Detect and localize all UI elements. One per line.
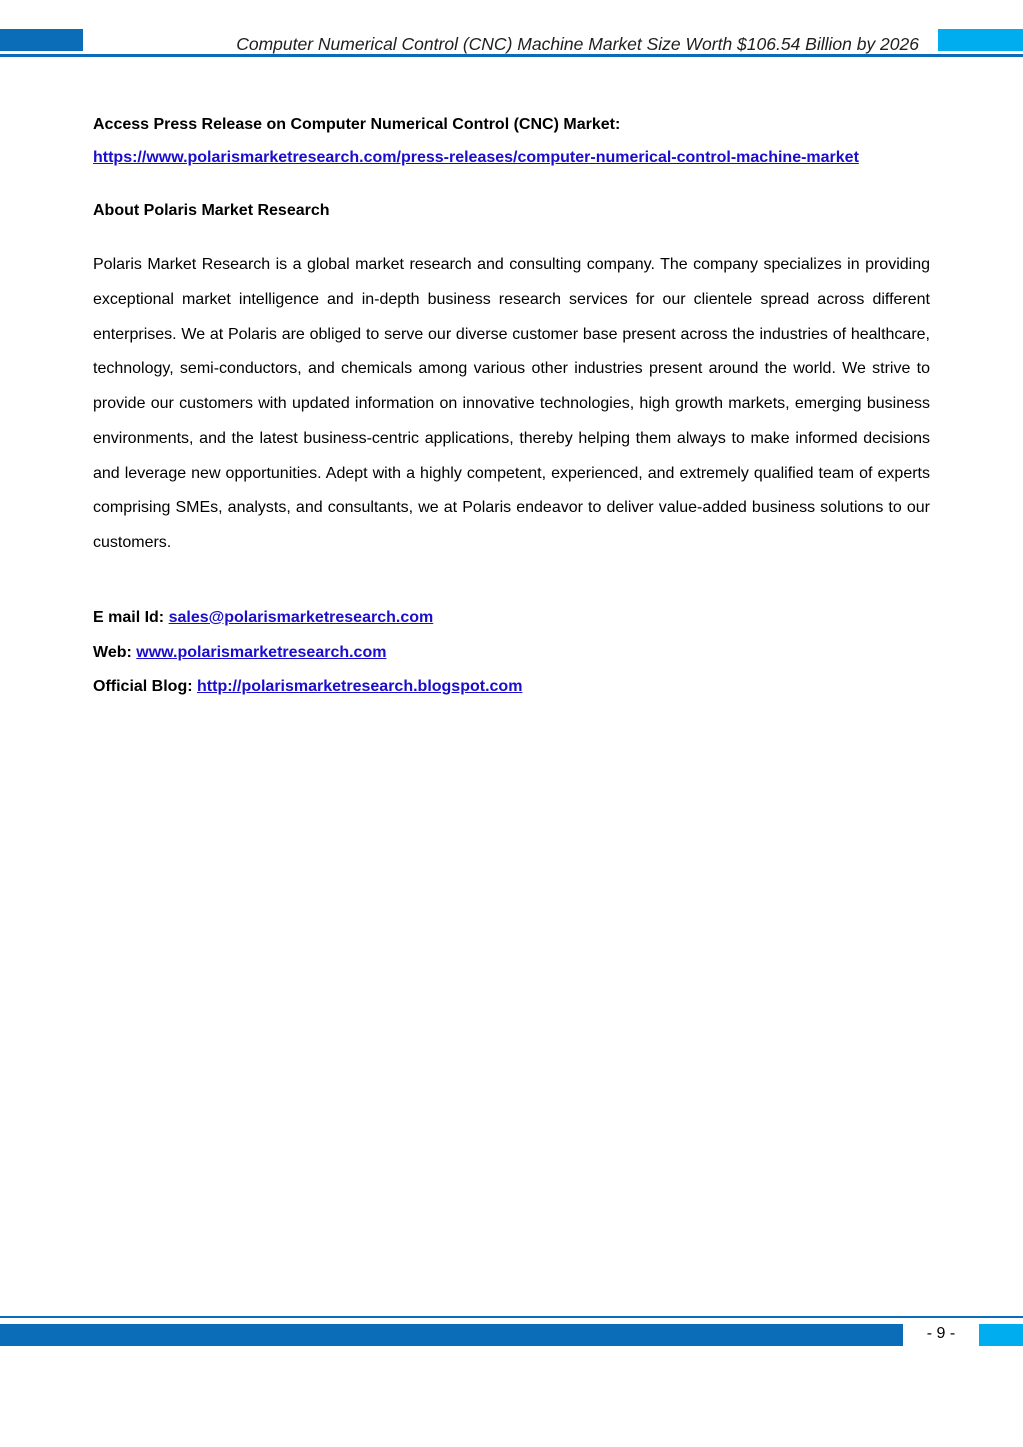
page-number: - 9 -: [926, 1325, 956, 1342]
footer-bar: [0, 1324, 903, 1346]
email-row: [93, 601, 930, 636]
web-link[interactable]: www.polarismarketresearch.com: [136, 643, 387, 661]
about-heading: About Polaris Market Research: [93, 202, 330, 219]
header-title: Computer Numerical Control (CNC) Machine Market Size Worth $106.54 Billion by 2026: [236, 34, 919, 54]
press-release-heading: Access Press Release on Computer Numerical Control (CNC) Market:: [93, 116, 621, 133]
web-row: [93, 636, 930, 671]
footer-rule: [0, 1316, 1023, 1318]
email-label: E mail Id:: [93, 608, 165, 626]
email-link[interactable]: sales@polarismarketresearch.com: [168, 608, 434, 626]
footer-accent-right: [979, 1324, 1023, 1346]
web-label: Web:: [93, 643, 132, 661]
blog-link[interactable]: http://polarismarketresearch.blogspot.com: [197, 678, 523, 696]
blog-label: Official Blog:: [93, 678, 193, 696]
page-content: [93, 112, 930, 705]
header-accent-right: [938, 29, 1023, 51]
header-accent-left: [0, 29, 83, 51]
contact-block: [93, 601, 930, 705]
header-rule: [0, 54, 1023, 57]
about-paragraph: Polaris Market Research is a global market research and consulting company. The company specializes in providing exceptional market intelligence and in-depth business research services for our clientele spread across different enterprises. We at Polaris are obliged to serve our diverse customer base present across the industries of healthcare, technology, semi-conductors, and chemicals among various other industries present around the world. We strive to provide our customers with updated information on innovative technologies, high growth markets, emerging business environments, and the latest business-centric applications, thereby helping them always to make informed decisions and leverage new opportunities. Adept with a highly competent, experienced, and extremely qualified team of experts comprising SMEs, analysts, and consultants, we at Polaris endeavor to deliver value-added business solutions to our customers.: [93, 256, 930, 551]
press-release-link[interactable]: https://www.polarismarketresearch.com/press-releases/computer-numerical-control-machine-market: [93, 149, 859, 166]
blog-row: [93, 670, 930, 705]
